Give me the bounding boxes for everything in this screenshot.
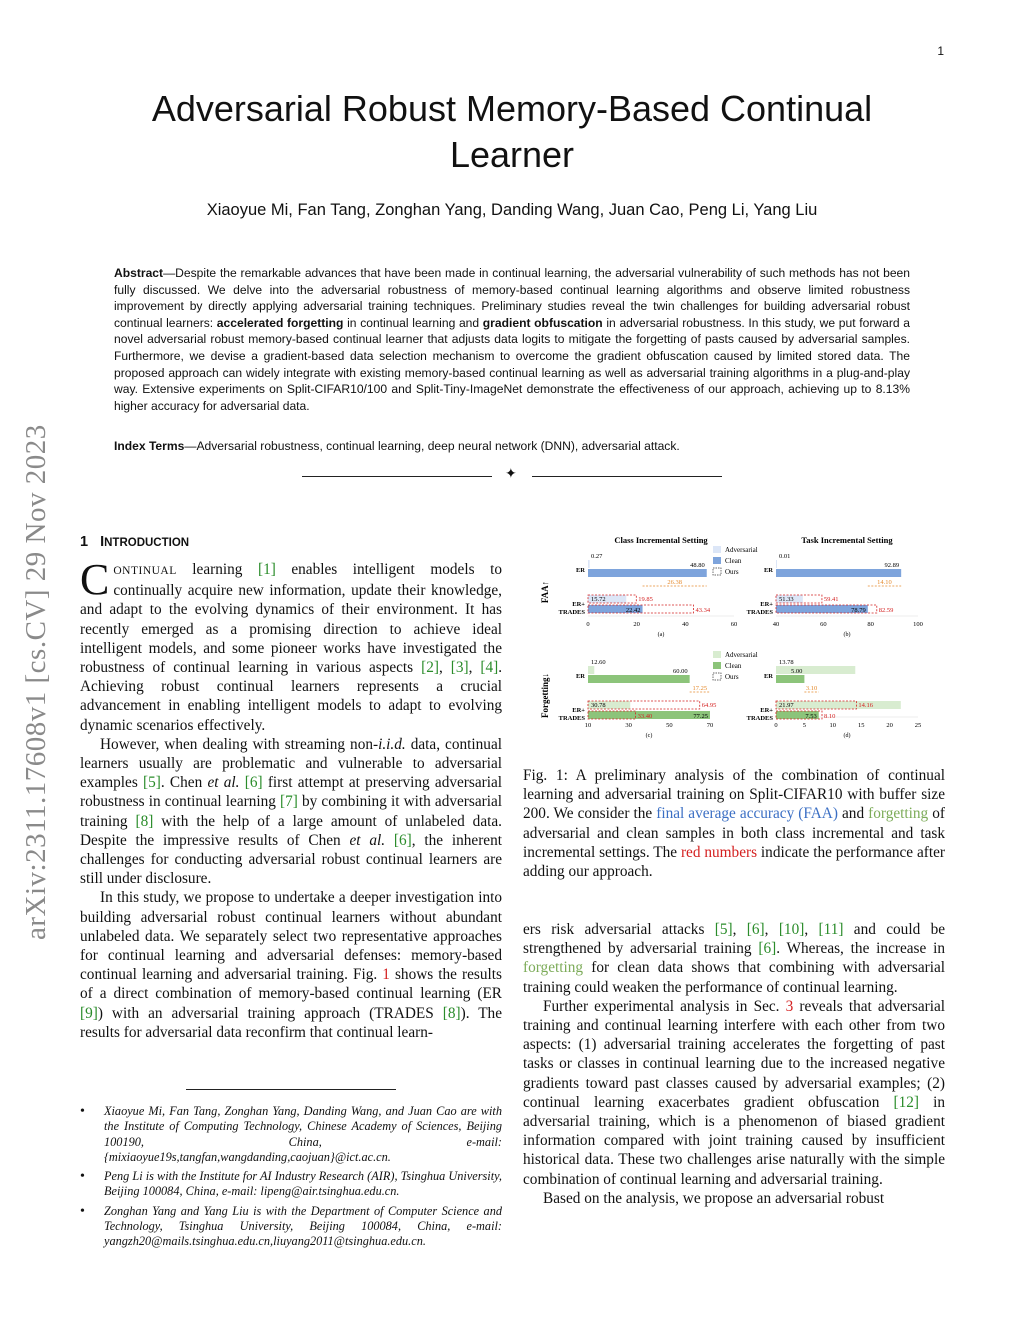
forgetting-term: forgetting xyxy=(523,959,584,977)
data-label: 0.01 xyxy=(779,553,791,560)
annotation-label: 14.10 xyxy=(877,579,892,586)
tick-label: 40 xyxy=(772,621,780,628)
tick-label: 60 xyxy=(730,621,738,628)
section-title-rest: NTRODUCTION xyxy=(104,537,190,549)
figure-1 xyxy=(536,530,928,755)
text: ). The results for adversarial data reconfirm that continual learn- xyxy=(80,1004,502,1041)
text-italic: et al. xyxy=(349,831,386,849)
right-paragraph-3: Based on the analysis, we propose an adversarial robust xyxy=(543,1189,885,1207)
tick-label: 60 xyxy=(820,621,827,628)
tick-label: 5 xyxy=(802,722,807,729)
intro-paragraph-3 xyxy=(80,888,502,1042)
text: ers risk adversarial attacks xyxy=(523,921,715,938)
citation-link[interactable]: [2] xyxy=(421,659,439,677)
tick-label: 0 xyxy=(774,722,778,729)
adversarial-bar xyxy=(588,560,590,568)
category-label: ER xyxy=(575,673,585,680)
legend-swatch xyxy=(713,557,721,564)
category-label: ER xyxy=(763,673,773,680)
caption-forgetting-term: forgetting xyxy=(868,805,929,823)
text: , xyxy=(732,921,747,938)
panel-label: (b) xyxy=(843,632,851,638)
tick-label: 50 xyxy=(666,722,673,729)
section-link[interactable]: 3 xyxy=(785,997,794,1015)
abstract-text: —Despite the remarkable advances that have been made in continual learning, the adversarial vulnerability of such methods has not been fully discussed. We delve into the adversarial robustness of memory-based continual learning algorithms and observe limited robustness improvement by directly applying adversarial training techniques. Preliminary studies reveal the twin challenges for building adversarial robust continual learners: xyxy=(114,266,910,330)
legend-swatch xyxy=(713,673,721,680)
data-label: 12.60 xyxy=(591,659,606,666)
tick-label: 0 xyxy=(586,621,590,628)
citation-link[interactable]: [5] xyxy=(714,921,733,938)
chart-title: Class Incremental Setting xyxy=(614,535,708,545)
citation-link[interactable]: [6] xyxy=(758,940,777,958)
tick-label: 10 xyxy=(829,722,837,729)
chart-ylabel: Forgetting↓ xyxy=(540,673,550,718)
data-label-ours: 59.41 xyxy=(823,596,839,603)
category-label: ER xyxy=(763,567,773,574)
chart-ylabel: FAA↑ xyxy=(540,580,550,604)
author-list: Xiaoyue Mi, Fan Tang, Zonghan Yang, Danding Wang, Juan Cao, Peng Li, Yang Liu xyxy=(206,201,818,219)
abstract-label: Abstract xyxy=(114,266,164,280)
footnote-item: • Peng Li is with the Institute for AI Industry Research (AIR), Tsinghua University, Beijing 100084, China, e-mail: lipeng@air.tsinghua.edu.cn. xyxy=(80,1169,502,1200)
index-terms xyxy=(114,439,910,453)
category-label: TRADES xyxy=(746,609,773,616)
abstract xyxy=(114,265,910,414)
section-heading-introduction xyxy=(80,534,502,550)
category-label: ER+ xyxy=(572,707,585,714)
tick-label: 80 xyxy=(867,621,874,628)
adversarial-bar xyxy=(776,701,901,709)
data-label-ours: 8.10 xyxy=(824,713,836,720)
section-title-initial: I xyxy=(100,534,105,550)
data-label: 13.78 xyxy=(779,659,794,666)
citation-link[interactable]: [4] xyxy=(480,659,499,677)
data-label: 0.27 xyxy=(591,553,603,560)
citation-link[interactable]: [11] xyxy=(818,921,844,938)
arxiv-stamp[interactable]: arXiv:2311.17608v1 [cs.CV] 29 Nov 2023 xyxy=(20,424,52,940)
clean-bar xyxy=(588,675,690,683)
category-label: TRADES xyxy=(558,609,585,616)
caption-red-term: red numbers xyxy=(680,843,758,861)
text: data, continual learners usually are problematic and vulnerable to adversarial examples xyxy=(80,735,502,792)
text: shows the results of a direct combination of memory-based continual learning (ER xyxy=(80,966,502,1003)
annotation-label: 26.38 xyxy=(667,579,682,586)
legend-label: Ours xyxy=(725,568,739,576)
intro-paragraph-2 xyxy=(80,735,502,889)
chart-title: Task Incremental Setting xyxy=(801,535,893,545)
abstract-text: in continual learning and xyxy=(343,315,483,330)
legend-label: Adversarial xyxy=(725,651,758,659)
footnote-item: • Zonghan Yang and Yang Liu is with the Department of Computer Science and Technology, Tsinghua University, Beijing 100084, China, e-mail: yangzh20@mails.tsinghua.edu.cn,liuyang2011@tsinghua.edu.cn. xyxy=(80,1204,502,1250)
data-label: 78.79 xyxy=(851,607,866,614)
text: , xyxy=(804,921,819,938)
data-label: 21.97 xyxy=(779,702,794,709)
citation-link[interactable]: [10] xyxy=(778,921,805,938)
data-label-ours: 43.34 xyxy=(695,607,711,614)
legend-label: Clean xyxy=(725,662,742,670)
text: Further experimental analysis in Sec. xyxy=(543,997,786,1015)
text: indicate the performance after adding our approach. xyxy=(523,843,945,881)
figure-link[interactable]: 1 xyxy=(382,966,390,984)
citation-link[interactable]: [1] xyxy=(257,561,276,578)
page-number: 1 xyxy=(937,44,944,58)
text: for clean data shows that combining with adversarial training could weaken the performance of continual learning. xyxy=(523,959,945,996)
category-label: ER+ xyxy=(572,601,585,608)
adversarial-bar xyxy=(776,666,855,674)
abstract-bold-obfuscation: gradient obfuscation xyxy=(482,315,603,330)
figure-1-chart xyxy=(536,530,928,755)
data-label: 60.00 xyxy=(673,668,688,675)
citation-link[interactable]: [8] xyxy=(135,812,154,830)
legend-label: Adversarial xyxy=(725,546,758,554)
citation-link[interactable]: [8] xyxy=(442,1004,461,1022)
data-label: 5.00 xyxy=(791,668,803,675)
data-label: 77.25 xyxy=(693,713,708,720)
right-paragraph-1 xyxy=(523,920,945,997)
data-label-ours: 14.16 xyxy=(858,702,874,709)
data-label-ours: 19.85 xyxy=(638,596,653,603)
adversarial-bar xyxy=(776,560,777,568)
citation-link[interactable]: [9] xyxy=(80,1004,98,1022)
text: and xyxy=(837,805,869,823)
text: enables intelligent models to continually acquire new information, update their knowledge, and adapt to the evolving dynamics of their environment. It has recently emerged as a promising direction to achieve ideal intelligent models, and some pioneer works have investigated the robustness of continual learning in various aspects xyxy=(80,561,502,677)
panel-label: (d) xyxy=(843,733,851,739)
tick-label: 20 xyxy=(633,621,640,628)
paper-title: Adversarial Robust Memory-Based Continual Learner xyxy=(151,88,873,175)
citation-link[interactable]: [3] xyxy=(450,659,469,677)
legend-swatch xyxy=(713,651,721,658)
data-label-ours: 64.95 xyxy=(701,702,717,709)
right-column xyxy=(523,920,945,1208)
tick-label: 15 xyxy=(857,722,865,729)
tick-label: 100 xyxy=(913,621,923,628)
section-divider xyxy=(302,467,722,483)
tick-label: 10 xyxy=(584,722,592,729)
text: of adversarial and clean samples in both class incremental and task incremental settings. The xyxy=(523,805,945,861)
category-label: ER+ xyxy=(760,601,773,608)
intro-paragraph-1 xyxy=(80,555,503,735)
citation-link[interactable]: [5] xyxy=(143,774,161,792)
data-label: 51.33 xyxy=(779,596,794,603)
text: ) with an adversarial training approach (TRADES xyxy=(97,1004,443,1022)
footnote-item: • Xiaoyue Mi, Fan Tang, Zonghan Yang, Danding Wang, and Juan Cao are with the Institute of Computing Technology, Chinese Academy of Sciences, Beijing 100190, China, e-mail: {mixiaoyue19s,tangfan,wangdanding,caojuan}@ict.ac.cn. xyxy=(80,1104,502,1165)
legend-label: Ours xyxy=(725,673,739,681)
index-terms-text: —Adversarial robustness, continual learning, deep neural network (DNN), adversarial attack. xyxy=(184,439,680,453)
data-label: 15.72 xyxy=(591,596,606,603)
data-label: 22.42 xyxy=(625,607,641,614)
clean-bar xyxy=(588,569,707,577)
abstract-text: in adversarial robustness. In this study, we put forward a novel adversarial robust memory-based continual learner that adjusts data logits to mitigate the forgetting of pasts caused by adversarial samples. Furthermore, we devise a gradient-based data selection mechanism to overcome the gradient obfuscation caused by limited stored data. The proposed approach can widely integrate with existing memory-based continual learning as well as adversarial training algorithms in a plug-and-play way. Extensive experiments on Split-CIFAR10/100 and Split-Tiny-ImageNet demonstrate the effectiveness of our approach, achieving up to 8.13% higher accuracy for adversarial data. xyxy=(114,315,910,413)
citation-link[interactable]: [6] xyxy=(244,774,263,792)
clean-bar xyxy=(776,675,804,683)
text: . Achieving robust continual learners represents a crucial advancement in enabling intelligent models to adapt to evolving dynamic scenarios effectively. xyxy=(80,659,503,734)
text: by combining it with adversarial training xyxy=(80,793,503,830)
legend-swatch xyxy=(713,546,721,553)
category-label: ER+ xyxy=(760,707,773,714)
divider-line-left xyxy=(302,476,492,477)
dropcap-letter: C xyxy=(80,555,110,604)
legend-swatch xyxy=(713,662,721,669)
footnotes xyxy=(80,1104,502,1254)
panel-label: (c) xyxy=(645,733,653,739)
text: reveals that adversarial training and continual learning interfere with each other from two aspects: (1) adversarial training accelerates the forgetting of past tasks or classes in continual learning due to the increased negative gradients toward past classes caused by adversarial examples; (2) continual learning exacerbates gradient obfuscation xyxy=(523,997,945,1111)
text: . Chen xyxy=(160,774,208,792)
tick-label: 25 xyxy=(914,722,922,729)
text xyxy=(385,832,394,849)
section-number: 1 xyxy=(80,534,89,550)
text-italic: i.i.d. xyxy=(378,735,406,753)
legend-label: Clean xyxy=(725,557,742,565)
data-label-ours: 82.59 xyxy=(878,607,894,614)
abstract-bold-forgetting: accelerated forgetting xyxy=(216,315,344,330)
smallcaps-word: ONTINUAL xyxy=(113,565,177,577)
data-label: 92.89 xyxy=(884,562,900,569)
text: and could be strengthened by adversarial training xyxy=(523,921,946,958)
text: However, when dealing with streaming non- xyxy=(100,735,379,753)
footnote-rule xyxy=(186,1089,396,1090)
annotation-label: 17.25 xyxy=(692,685,708,692)
adversarial-bar xyxy=(588,666,594,674)
caption-faa-term: final average accuracy (FAA) xyxy=(656,805,838,823)
legend-swatch xyxy=(713,568,721,575)
data-label: 48.80 xyxy=(690,562,705,569)
category-label: TRADES xyxy=(746,715,773,722)
text: , xyxy=(468,659,481,677)
text: in adversarial training, which is a phenomenon of biased gradient information compared with joint training caused by insufficient historical data. These two challenges arise naturally with the simple combination of continual learning and adversarial training. xyxy=(523,1093,945,1188)
text: learning xyxy=(176,561,258,578)
panel-label: (a) xyxy=(657,632,665,638)
tick-label: 30 xyxy=(625,722,632,729)
text: Fig. 1: A preliminary analysis of the combination of continual learning and adversarial training on Split-CIFAR10 with buffer size 200. We consider the xyxy=(523,767,945,823)
tick-label: 40 xyxy=(682,621,689,628)
citation-link[interactable]: [6] xyxy=(746,921,765,938)
data-label-ours: 33.40 xyxy=(637,713,653,720)
tick-label: 70 xyxy=(706,722,714,729)
data-label: 7.53 xyxy=(805,713,817,720)
text-italic: et al. xyxy=(207,774,240,792)
tick-label: 20 xyxy=(886,722,893,729)
text: . Whereas, the increase in xyxy=(776,940,945,958)
right-paragraph-2 xyxy=(523,997,945,1189)
index-terms-label: Index Terms xyxy=(114,439,185,453)
category-label: ER xyxy=(575,567,585,574)
text: In this study, we propose to undertake a deeper investigation into building adversarial robust continual learners without abundant unlabeled data. We separately select two representative approaches for continual learning and adversarial defenses: memory-based continual learning and adversarial training. Fig. xyxy=(80,889,502,984)
left-column xyxy=(80,534,502,1042)
category-label: TRADES xyxy=(558,715,585,722)
text: , xyxy=(438,659,451,677)
data-label: 30.78 xyxy=(591,702,606,709)
figure-caption xyxy=(523,766,945,881)
annotation-label: 3.10 xyxy=(805,685,818,692)
divider-star-icon: ✦ xyxy=(505,467,517,482)
introduction-body xyxy=(80,555,503,1042)
text: , the inherent challenges for conducting adversarial robust continual learners are still under disclosure. xyxy=(80,831,502,888)
citation-link[interactable]: [7] xyxy=(280,793,298,811)
divider-line-right xyxy=(532,476,722,477)
text: with the help of a large amount of unlabeled data. Despite the impressive results of Chen xyxy=(80,812,502,849)
text: , xyxy=(764,921,779,938)
citation-link[interactable]: [12] xyxy=(893,1093,919,1111)
clean-bar xyxy=(776,569,901,577)
text: first attempt at preserving adversarial robustness in continual learning xyxy=(80,774,503,811)
citation-link[interactable]: [6] xyxy=(393,831,412,849)
